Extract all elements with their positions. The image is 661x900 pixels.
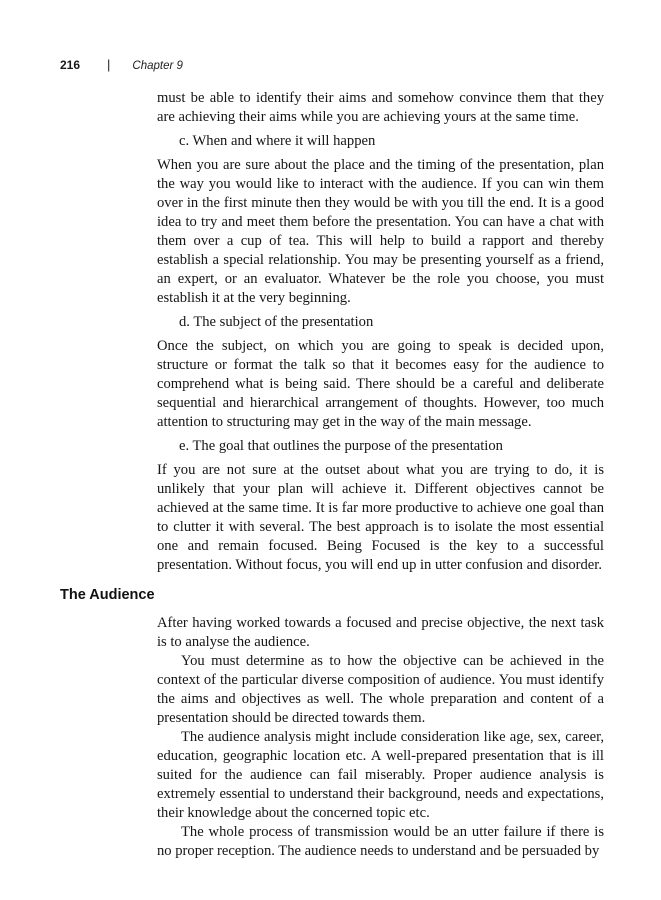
page-number: 216 bbox=[60, 58, 81, 72]
paragraph-audience-intro: After having worked towards a focused and precise objective, the next task is to analyse the audience. bbox=[157, 615, 604, 650]
list-item-c: c. When and where it will happen bbox=[179, 133, 376, 149]
chapter-label: Chapter 9 bbox=[132, 60, 183, 72]
paragraph-continued: must be able to identify their aims and somehow convince them that they are achieving their aims while you are achieving yours at the same time. bbox=[157, 90, 604, 125]
running-header bbox=[60, 57, 183, 77]
body-text-top bbox=[157, 89, 604, 575]
section-heading: The Audience bbox=[60, 587, 155, 603]
body-text-audience bbox=[157, 614, 604, 861]
list-item-d: d. The subject of the presentation bbox=[179, 314, 374, 330]
list-item-e: e. The goal that outlines the purpose of the presentation bbox=[179, 438, 503, 454]
paragraph-audience-analysis: The audience analysis might include consideration like age, sex, career, education, geographic location etc. A well-prepared presentation that is ill suited for the audience can fail miserably. Proper audience analysis is extremely essential to understand their background, needs and expectations, their knowledge about the concerned topic etc. bbox=[157, 729, 604, 821]
paragraph-goal: If you are not sure at the outset about what you are trying to do, it is unlikely that your plan will achieve it. Different objectives cannot be achieved at the same time. It is far more productive to achieve one goal than to clutter it with several. The best approach is to isolate the most essential one and remain focused. Being Focused is the key to a successful presentation. Without focus, you will end up in utter confusion and disorder. bbox=[157, 462, 604, 573]
header-separator: | bbox=[107, 57, 111, 72]
paragraph-audience-objective: You must determine as to how the objective can be achieved in the context of the particular diverse composition of audience. You must identify the aims and objectives as well. The whole preparation and content of a presentation should be directed towards them. bbox=[157, 653, 604, 726]
paragraph-audience-reception: The whole process of transmission would be an utter failure if there is no proper reception. The audience needs to understand and be persuaded by bbox=[157, 824, 604, 859]
paragraph-when-where: When you are sure about the place and the timing of the presentation, plan the way you would like to interact with the audience. If you can win them over in the first minute then they would be with you till the end. It is a good idea to try and meet them before the presentation. You can have a chat with them over a cup of tea. This will help to build a rapport and thereby establish a special relationship. You may be presenting yourself as a friend, an expert, or an evaluator. Whatever be the role you choose, you must establish it at the very beginning. bbox=[157, 157, 604, 306]
paragraph-subject: Once the subject, on which you are going to speak is decided upon, structure or format the talk so that it becomes easy for the audience to comprehend what is being said. There should be a careful and deliberate sequential and hierarchical arrangement of thoughts. However, too much attention to structuring may get in the way of the main message. bbox=[157, 338, 604, 430]
